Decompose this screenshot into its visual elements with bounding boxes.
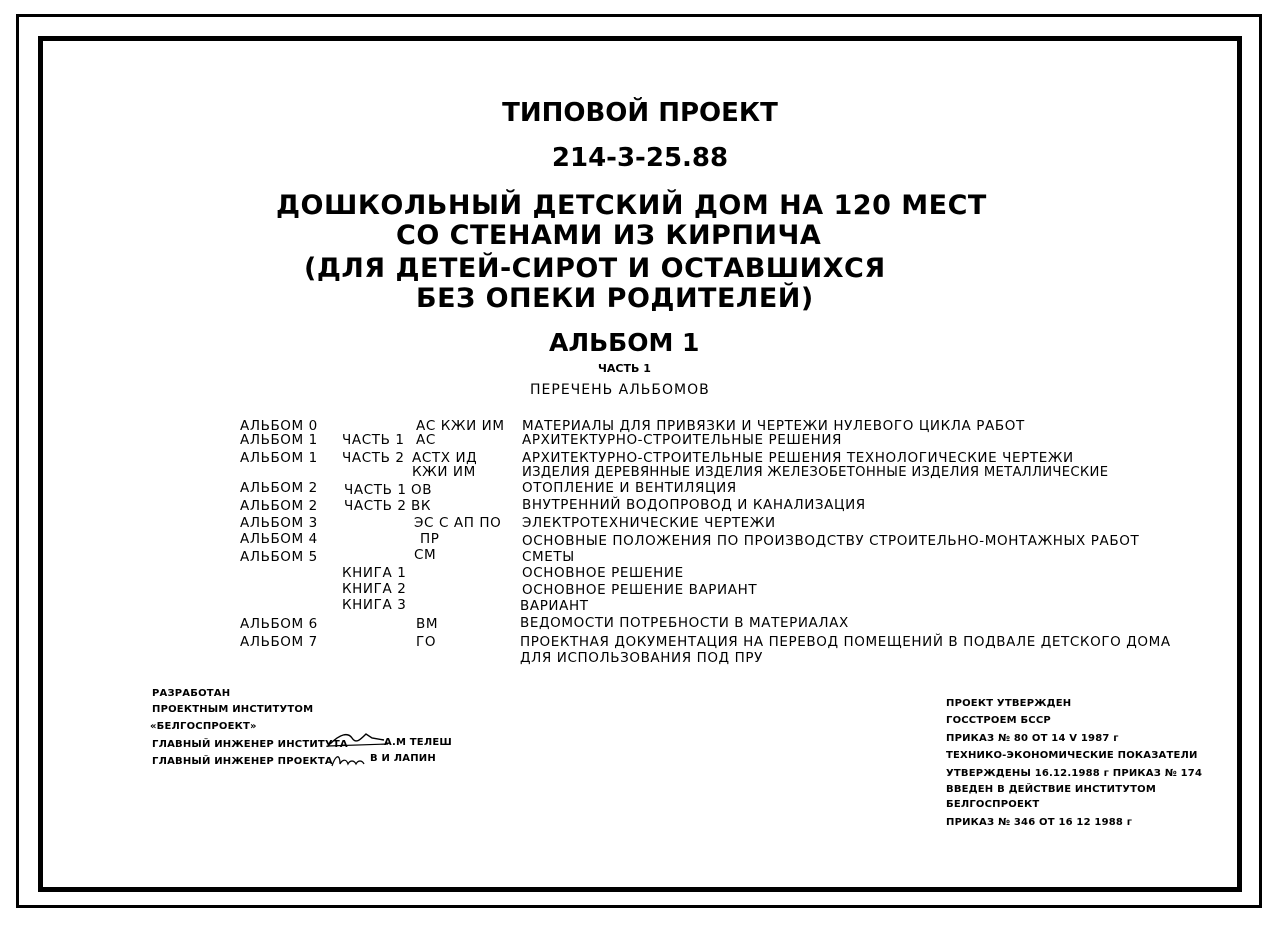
approval-line-8: ПРИКАЗ № 346 ОТ 16 12 1988 г [946,817,1133,828]
list-item-desc: ДЛЯ ИСПОЛЬЗОВАНИЯ ПОД ПРУ [520,650,763,666]
chief-project-label: ГЛАВНЫЙ ИНЖЕНЕР ПРОЕКТА [152,756,333,767]
list-item-part: КНИГА 2 [342,581,407,597]
list-item-album: АЛЬБОМ 7 [240,634,318,650]
developed-line-1: РАЗРАБОТАН [152,688,231,699]
list-item-part: ЧАСТЬ 2 [342,450,405,466]
list-item-desc: СМЕТЫ [522,549,575,565]
part-heading: ЧАСТЬ 1 [598,362,651,375]
approval-line-7: БЕЛГОСПРОЕКТ [946,799,1040,810]
list-item-code: КЖИ ИМ [412,464,476,480]
list-item-code: АС КЖИ ИМ [416,418,505,434]
list-item-album: АЛЬБОМ 0 [240,418,318,434]
signature-institute [326,728,392,750]
list-item-code: АС [416,432,436,448]
approval-line-5: УТВЕРЖДЕНЫ 16.12.1988 г ПРИКАЗ № 174 [946,768,1203,779]
approval-line-2: ГОССТРОЕМ БССР [946,715,1051,726]
list-item-album: АЛЬБОМ 6 [240,616,318,632]
chief-institute-label: ГЛАВНЫЙ ИНЖЕНЕР ИНСТИТУТА [152,739,348,750]
list-item-code: ГО [416,634,437,650]
approval-line-4: ТЕХНИКО-ЭКОНОМИЧЕСКИЕ ПОКАЗАТЕЛИ [946,750,1198,761]
list-item-album: АЛЬБОМ 3 [240,515,318,531]
project-name-line-1: ДОШКОЛЬНЫЙ ДЕТСКИЙ ДОМ НА 120 МЕСТ [276,190,987,221]
list-item-album: АЛЬБОМ 1 [240,432,318,448]
list-item-desc: ОСНОВНОЕ РЕШЕНИЕ ВАРИАНТ [522,582,758,598]
developed-line-3: «БЕЛГОСПРОЕКТ» [150,721,257,732]
list-item-desc: ОСНОВНОЕ РЕШЕНИЕ [522,565,684,581]
album-heading: АЛЬБОМ 1 [549,328,700,357]
project-name-line-4: БЕЗ ОПЕКИ РОДИТЕЛЕЙ) [416,283,814,314]
approval-line-3: ПРИКАЗ № 80 ОТ 14 V 1987 г [946,733,1119,744]
list-item-desc: ИЗДЕЛИЯ ДЕРЕВЯННЫЕ ИЗДЕЛИЯ ЖЕЛЕЗОБЕТОННЫЕ ИЗДЕЛИЯ МЕТАЛЛИЧЕСКИЕ [522,465,1109,480]
list-item-desc: ПРОЕКТНАЯ ДОКУМЕНТАЦИЯ НА ПЕРЕВОД ПОМЕЩЕНИЙ В ПОДВАЛЕ ДЕТСКОГО ДОМА [520,634,1171,650]
project-name-line-3: (ДЛЯ ДЕТЕЙ-СИРОТ И ОСТАВШИХСЯ [304,253,886,284]
list-item-code: ПР [420,531,440,547]
albums-list-title: ПЕРЕЧЕНЬ АЛЬБОМОВ [530,382,710,398]
approval-line-6: ВВЕДЕН В ДЕЙСТВИЕ ИНСТИТУТОМ [946,784,1157,795]
doc-title: ТИПОВОЙ ПРОЕКТ [502,98,778,128]
list-item-part: ЧАСТЬ 2 [344,498,407,514]
developed-line-2: ПРОЕКТНЫМ ИНСТИТУТОМ [152,704,314,715]
list-item-desc: ВЕДОМОСТИ ПОТРЕБНОСТИ В МАТЕРИАЛАХ [520,615,849,631]
list-item-part: ЧАСТЬ 1 [342,432,405,448]
list-item-desc: АРХИТЕКТУРНО-СТРОИТЕЛЬНЫЕ РЕШЕНИЯ [522,432,843,448]
list-item-desc: ЭЛЕКТРОТЕХНИЧЕСКИЕ ЧЕРТЕЖИ [522,515,776,531]
list-item-desc: ОТОПЛЕНИЕ И ВЕНТИЛЯЦИЯ [522,480,737,496]
list-item-code: ЭС С АП ПО [414,515,502,531]
chief-project-name: В И ЛАПИН [370,753,436,764]
list-item-album: АЛЬБОМ 5 [240,549,318,565]
list-item-code: ВК [411,498,432,514]
list-item-code: АСТХ ИД [412,450,478,466]
list-item-code: ОВ [411,482,433,498]
project-number: 214-3-25.88 [551,143,729,173]
list-item-code: ВМ [416,616,439,632]
list-item-part: КНИГА 3 [342,597,407,613]
list-item-part: КНИГА 1 [342,565,407,581]
list-item-album: АЛЬБОМ 4 [240,531,318,547]
list-item-album: АЛЬБОМ 2 [240,480,318,496]
list-item-desc: ОСНОВНЫЕ ПОЛОЖЕНИЯ ПО ПРОИЗВОДСТВУ СТРОИТЕЛЬНО-МОНТАЖНЫХ РАБОТ [522,533,1140,549]
signature-project [328,750,368,772]
list-item-desc: МАТЕРИАЛЫ ДЛЯ ПРИВЯЗКИ И ЧЕРТЕЖИ НУЛЕВОГО ЦИКЛА РАБОТ [522,418,1025,434]
list-item-album: АЛЬБОМ 2 [240,498,318,514]
list-item-album: АЛЬБОМ 1 [240,450,318,466]
list-item-desc: АРХИТЕКТУРНО-СТРОИТЕЛЬНЫЕ РЕШЕНИЯ ТЕХНОЛОГИЧЕСКИЕ ЧЕРТЕЖИ [522,450,1074,466]
project-name-line-2: СО СТЕНАМИ ИЗ КИРПИЧА [396,220,822,251]
list-item-code: СМ [414,547,437,563]
list-item-part: ЧАСТЬ 1 [344,482,407,498]
approval-line-1: ПРОЕКТ УТВЕРЖДЕН [946,698,1072,709]
list-item-desc: ВАРИАНТ [520,598,589,614]
chief-institute-name: А.М ТЕЛЕШ [384,737,452,748]
list-item-desc: ВНУТРЕННИЙ ВОДОПРОВОД И КАНАЛИЗАЦИЯ [522,497,866,513]
